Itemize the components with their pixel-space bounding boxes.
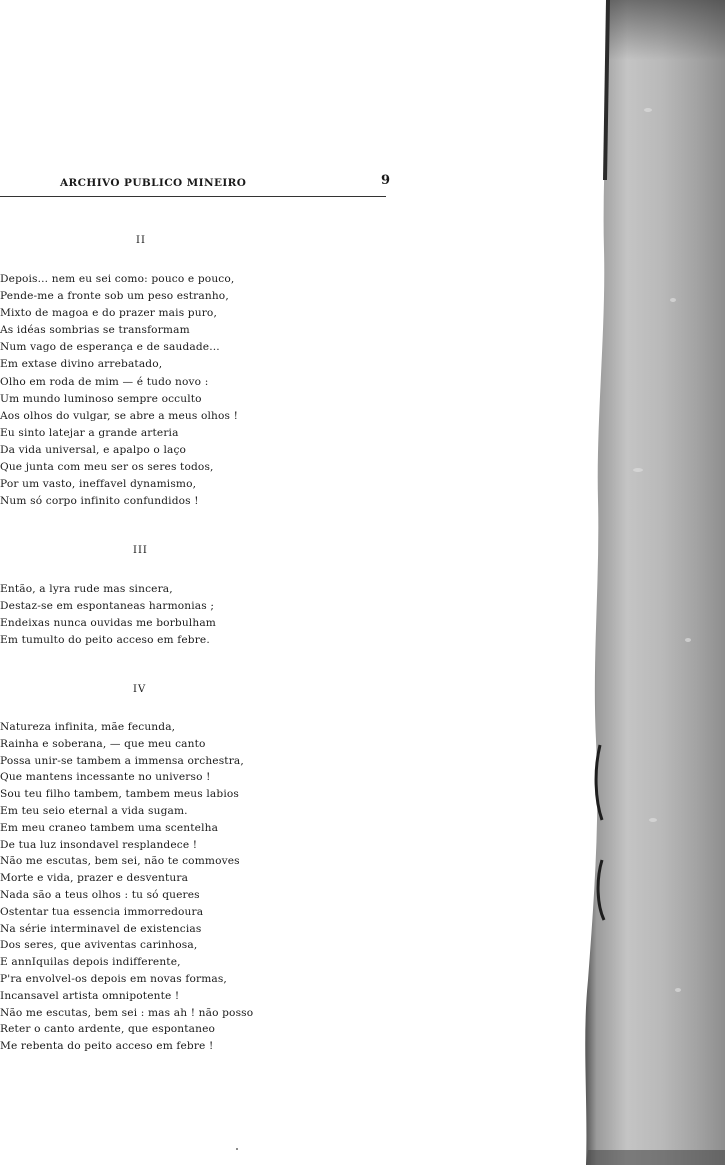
verse-line: Dos seres, que aviventas carinhosa, bbox=[0, 939, 198, 952]
verse-line: Sou teu filho tambem, tambem meus labios bbox=[0, 788, 239, 801]
running-header bbox=[60, 175, 390, 191]
section-number-iv: IV bbox=[133, 684, 147, 695]
verse-line: Me rebenta do peito acceso em febre ! bbox=[0, 1040, 214, 1053]
verse-line: Num só corpo infinito confundidos ! bbox=[0, 495, 199, 508]
verse-line: As idéas sombrias se transformam bbox=[0, 324, 190, 337]
verse-line: Na série interminavel de existencias bbox=[0, 922, 202, 935]
verse-line: Que mantens incessante no universo ! bbox=[0, 771, 211, 784]
verse-line: Morte e vida, prazer e desventura bbox=[0, 872, 189, 885]
verse-line: Por um vasto, ineffavel dynamismo, bbox=[0, 478, 197, 491]
verse-line: Um mundo luminoso sempre occulto bbox=[0, 392, 202, 405]
verse-line: Não me escutas, bem sei, não te commoves bbox=[0, 855, 240, 868]
verse-line: Reter o canto ardente, que espontaneo bbox=[0, 1023, 216, 1036]
stanza-iv bbox=[0, 719, 253, 1055]
section-number-iii: III bbox=[133, 545, 148, 556]
page-number: 9 bbox=[380, 173, 390, 188]
verse-line: Destaz-se em espontaneas harmonias ; bbox=[0, 600, 215, 613]
verse-line: Olho em roda de mim — é tudo novo : bbox=[0, 375, 209, 388]
book-binding-fold bbox=[578, 0, 725, 1165]
verse-line: Nada são a teus olhos : tu só queres bbox=[0, 888, 200, 901]
verse-line: Em extase divino arrebatado, bbox=[0, 358, 163, 371]
verse-line: Endeixas nunca ouvidas me borbulham bbox=[0, 617, 216, 630]
running-header-title: ARCHIVO PUBLICO MINEIRO bbox=[60, 177, 247, 189]
verse-line: Em meu craneo tambem uma scentelha bbox=[0, 821, 219, 834]
verse-line: Incansavel artista omnipotente ! bbox=[0, 989, 180, 1002]
verse-line: Em teu seio eternal a vida sugam. bbox=[0, 804, 188, 817]
verse-line: Rainha e soberana, — que meu canto bbox=[0, 737, 206, 750]
verse-line: P'ra envolvel-os depois em novas formas, bbox=[0, 972, 227, 985]
verse-line: Da vida universal, e apalpo o laço bbox=[0, 443, 187, 456]
verse-line: Num vago de esperança e de saudade... bbox=[0, 341, 220, 354]
verse-line: Ostentar tua essencia immorredoura bbox=[0, 905, 204, 918]
verse-line: Que junta com meu ser os seres todos, bbox=[0, 461, 214, 474]
header-rule bbox=[0, 196, 386, 197]
verse-line: Eu sinto latejar a grande arteria bbox=[0, 426, 179, 439]
verse-line: E annIquilas depois indifferente, bbox=[0, 956, 181, 969]
verse-line: Não me escutas, bem sei : mas ah ! não posso bbox=[0, 1006, 254, 1019]
stanza-ii bbox=[0, 271, 238, 510]
verse-line: Aos olhos do vulgar, se abre a meus olhos ! bbox=[0, 409, 239, 422]
verse-line: Natureza infinita, mãe fecunda, bbox=[0, 721, 176, 733]
stanza-iii bbox=[0, 581, 216, 649]
verse-line: Pende-me a fronte sob um peso estranho, bbox=[0, 290, 229, 303]
scan-speck bbox=[236, 1148, 238, 1150]
verse-line: Depois... nem eu sei como: pouco e pouco, bbox=[0, 273, 235, 285]
section-number-ii: II bbox=[136, 235, 146, 246]
verse-line: Então, a lyra rude mas sincera, bbox=[0, 583, 173, 595]
verse-line: Mixto de magoa e do prazer mais puro, bbox=[0, 307, 217, 320]
verse-line: De tua luz insondavel resplandece ! bbox=[0, 838, 198, 851]
verse-line: Possa unir-se tambem a immensa orchestra, bbox=[0, 754, 244, 767]
verse-line: Em tumulto do peito acceso em febre. bbox=[0, 634, 210, 647]
